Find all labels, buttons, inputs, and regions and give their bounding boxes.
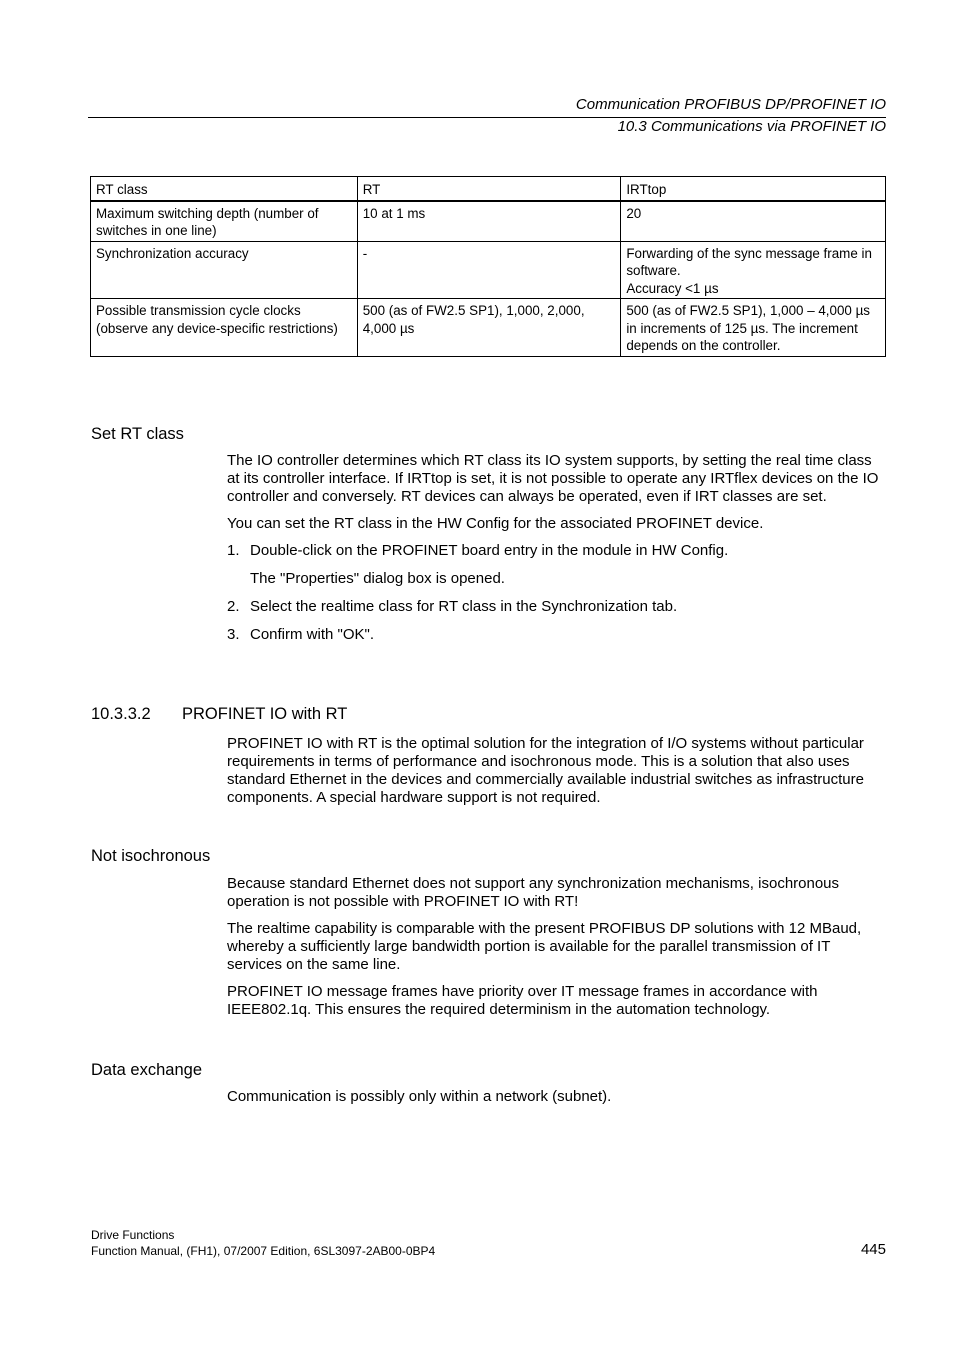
- set-rt-class-body: [227, 452, 887, 654]
- list-item: [227, 626, 887, 644]
- table-cell-rt: -: [357, 241, 621, 299]
- paragraph: PROFINET IO message frames have priority over IT message frames in accordance with IEEE802.1q. This ensures the required determinism in the automation technology.: [227, 983, 818, 1018]
- table-cell-irttop: [621, 299, 886, 357]
- table-cell-rt: 500 (as of FW2.5 SP1), 1,000, 2,000, 4,000 µs: [357, 299, 621, 357]
- footer-edition: Function Manual, (FH1), 07/2007 Edition, 6SL3097-2AB00-0BP4: [91, 1244, 436, 1258]
- page-number: 445: [860, 1241, 886, 1258]
- cell-line: 500 (as of FW2.5 SP1), 1,000 – 4,000 µs in increments of 125 µs. The increment depends on the controller.: [626, 303, 871, 353]
- table-cell-irttop: [621, 241, 886, 299]
- list-item: [227, 542, 887, 560]
- header-section: 10.3 Communications via PROFINET IO: [617, 118, 886, 135]
- table-row: [91, 299, 886, 357]
- table-cell-irttop: [621, 201, 886, 242]
- heading-not-isochronous: Not isochronous: [91, 847, 211, 865]
- cell-line: Accuracy <1 µs: [626, 280, 719, 296]
- header-rule: [88, 117, 886, 118]
- heading-data-exchange: Data exchange: [91, 1061, 202, 1079]
- table-row: [91, 201, 886, 242]
- step-number: 3.: [227, 626, 240, 643]
- footer-title: Drive Functions: [91, 1228, 175, 1242]
- column-header: RT class: [91, 177, 358, 201]
- not-isochronous-body: [227, 875, 887, 1028]
- paragraph: Communication is possibly only within a network (subnet).: [227, 1088, 612, 1105]
- step-number: 1.: [227, 542, 240, 559]
- table-cell-label: Possible transmission cycle clocks (observe any device-specific restrictions): [91, 299, 358, 357]
- section-number: 10.3.3.2: [91, 705, 151, 723]
- table-cell-label: Synchronization accuracy: [91, 241, 358, 299]
- running-header: [88, 94, 886, 138]
- column-header: RT: [357, 177, 621, 201]
- section-heading: [91, 703, 347, 725]
- header-chapter: Communication PROFIBUS DP/PROFINET IO: [575, 96, 886, 113]
- step-text: Double-click on the PROFINET board entry in the module in HW Config.: [250, 542, 729, 559]
- step-note: The "Properties" dialog box is opened.: [250, 570, 505, 587]
- profinet-rt-body: [227, 735, 887, 816]
- paragraph: The realtime capability is comparable with the present PROFIBUS DP solutions with 12 MBaud, whereby a sufficiently large bandwidth portion is available for the parallel transmission of IT services on the same line.: [227, 920, 862, 973]
- rt-class-table: [90, 176, 886, 357]
- column-header: IRTtop: [621, 177, 886, 201]
- paragraph: You can set the RT class in the HW Config for the associated PROFINET device.: [227, 515, 764, 532]
- table-cell-rt: 10 at 1 ms: [357, 201, 621, 242]
- step-text: Confirm with "OK".: [250, 626, 375, 643]
- paragraph: PROFINET IO with RT is the optimal solution for the integration of I/O systems without particular requirements in terms of performance and isochronous mode. This is a solution that also uses standard Ethernet in the devices and commercially available industrial switches as infrastructure components. A special hardware support is not required.: [227, 735, 864, 806]
- table-header-row: [91, 177, 886, 201]
- heading-set-rt-class: Set RT class: [91, 425, 184, 443]
- footer: [91, 1227, 435, 1259]
- section-title: PROFINET IO with RT: [182, 705, 348, 723]
- step-text: Select the realtime class for RT class in the Synchronization tab.: [250, 598, 678, 615]
- cell-line: 20: [626, 205, 642, 221]
- table-cell-label: Maximum switching depth (number of switches in one line): [91, 201, 358, 242]
- step-number: 2.: [227, 598, 240, 615]
- paragraph: The IO controller determines which RT class its IO system supports, by setting the real time class at its controller interface. If IRTtop is set, it is not possible to operate any IRTflex devices on the IO controller and conversely. RT devices can always be operated, even if IRT classes are set.: [227, 452, 879, 505]
- cell-line: Forwarding of the sync message frame in software.: [626, 245, 872, 278]
- list-item: [227, 598, 887, 616]
- table-row: [91, 241, 886, 299]
- paragraph: Because standard Ethernet does not support any synchronization mechanisms, isochronous operation is not possible with PROFINET IO with RT!: [227, 875, 840, 910]
- data-exchange-body: [227, 1088, 887, 1115]
